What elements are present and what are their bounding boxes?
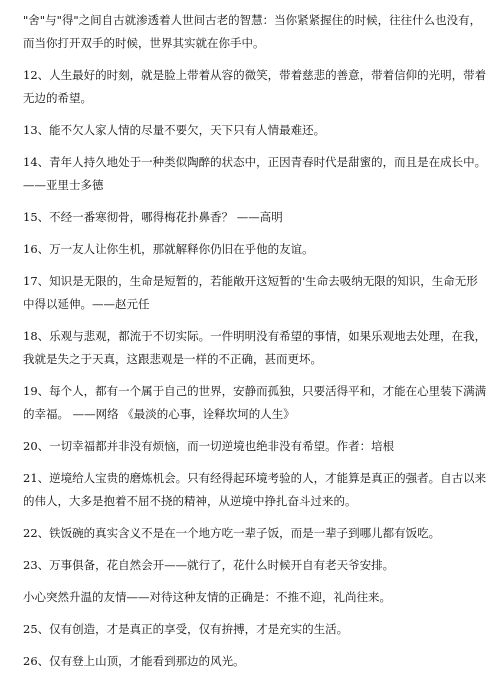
text-line: 小心突然升温的友情——对待这种友情的正确是：不推不迎，礼尚往来。 — [23, 590, 391, 604]
text-line: 而当你打开双手的时候，世界其实就在你手中。 — [23, 36, 265, 50]
text-line: 15、不经一番寒彻骨，哪得梅花扑鼻香？ ——高明 — [23, 210, 283, 224]
text-line: 19、每个人，都有一个属于自己的世界，安静而孤独，只要活得平和，才能在心里装下满满 — [23, 384, 487, 398]
quote-16 — [23, 238, 488, 261]
quote-12 — [23, 64, 488, 110]
text-line: 无边的希望。 — [23, 91, 92, 105]
text-line: 我就是失之于天真，这跟悲观是一样的不正确，甚而更坏。 — [23, 352, 322, 366]
quote-20 — [23, 435, 488, 458]
quote-15 — [23, 206, 488, 229]
quote-19 — [23, 380, 488, 426]
text-line: 13、能不欠人家人情的尽量不要欠，天下只有人情最难还。 — [23, 123, 326, 137]
quote-26 — [23, 650, 488, 673]
text-line: 25、仅有创造，才是真正的享受，仅有拚搏，才是充实的生活。 — [23, 622, 349, 636]
quote-friendship — [23, 586, 488, 609]
quote-13 — [23, 119, 488, 142]
quote-21 — [23, 467, 488, 513]
text-line: 18、乐观与悲观，都流于不切实际。一件明明没有希望的事情，如果乐观地去处理，在我， — [23, 329, 487, 343]
text-line: 14、青年人持久地处于一种类似陶醉的状态中，正因青春时代是甜蜜的，而且是在成长中。 — [23, 155, 487, 169]
text-line: 的伟人，大多是抱着不屈不挠的精神，从逆境中挣扎奋斗过来的。 — [23, 494, 357, 508]
text-line: 21、逆境给人宝贵的磨炼机会。只有经得起环境考验的人，才能算是真正的强者。自古以来 — [23, 471, 487, 485]
text-line: 23、万事俱备，花自然会开——就行了，花什么时候开自有老天爷安排。 — [23, 558, 395, 572]
text-line: 12、人生最好的时刻，就是脸上带着从容的微笑，带着慈悲的善意，带着信仰的光明，带着 — [23, 68, 487, 82]
text-line: "舍"与"得"之间自古就渗透着人世间古老的智慧：当你紧紧握住的时候，往往什么也没有， — [23, 13, 482, 27]
text-line: 16、万一友人让你生机，那就解释你仍旧在乎他的友谊。 — [23, 242, 314, 256]
quote-18 — [23, 325, 488, 371]
text-line: 22、铁饭碗的真实含义不是在一个地方吃一辈子饭，而是一辈子到哪儿都有饭吃。 — [23, 526, 441, 540]
quote-22 — [23, 522, 488, 545]
text-line: 的幸福。 ——网络 《最淡的心事，诠释坎坷的人生》 — [23, 407, 295, 421]
paragraph-she-de — [23, 9, 488, 55]
text-line: 20、一切幸福都并非没有烦恼，而一切逆境也绝非没有希望。作者：培根 — [23, 439, 395, 453]
quote-17 — [23, 270, 488, 316]
text-line: 26、仅有登上山顶，才能看到那边的风光。 — [23, 654, 245, 668]
text-line: ——亚里士多德 — [23, 178, 104, 192]
quote-25 — [23, 618, 488, 641]
text-line: 中得以延伸。——赵元任 — [23, 297, 150, 311]
quote-14 — [23, 151, 488, 197]
text-line: 17、知识是无限的，生命是短暂的，若能敞开这短暂的'生命去吸纳无限的知识，生命无形 — [23, 274, 478, 288]
